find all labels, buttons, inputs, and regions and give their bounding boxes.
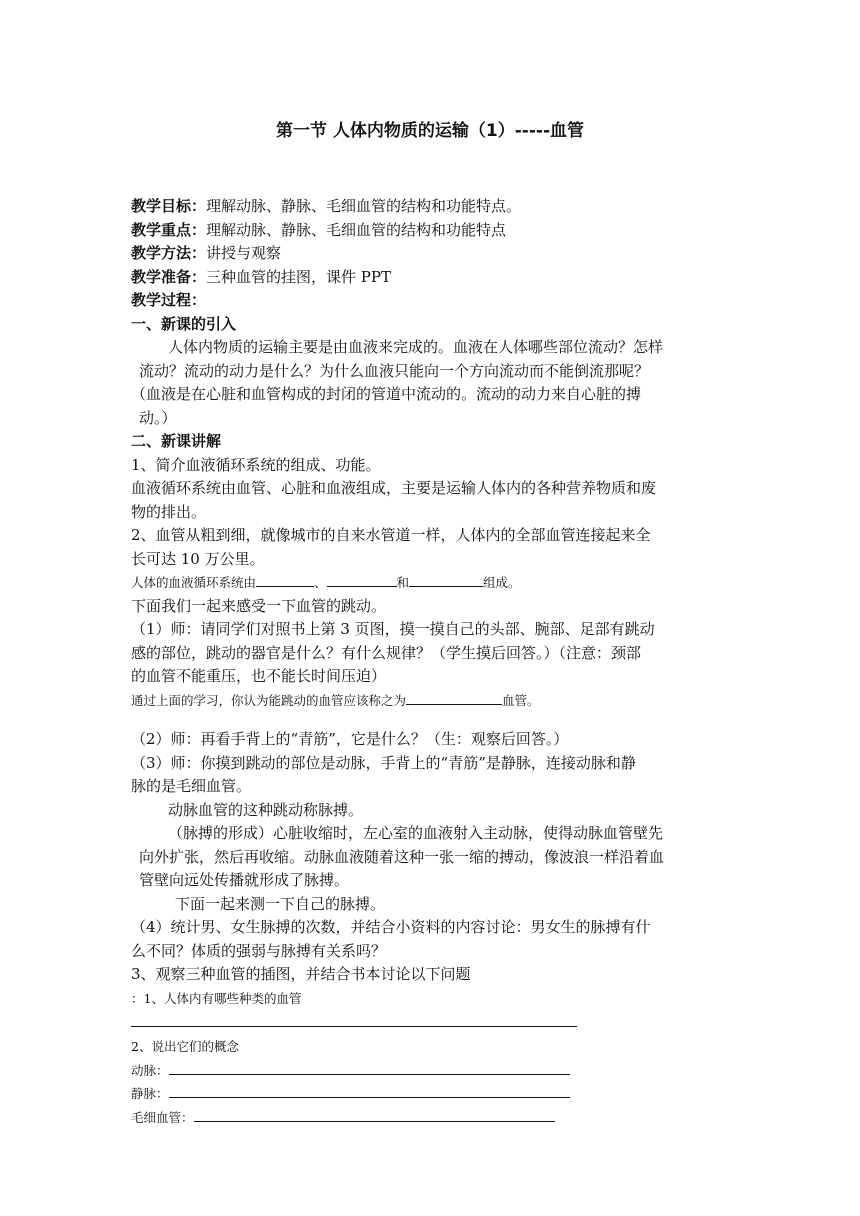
paragraph-line: 物的排出。: [131, 502, 207, 521]
fill-in-blank-2: 通过上面的学习，你认为能跳动的血管应该称之为 血管。: [131, 692, 540, 708]
paragraph-line: 么不同？体质的强弱与脉搏有关系吗？: [131, 941, 387, 960]
capillary-answer-row: 毛细血管：: [131, 1106, 731, 1130]
paragraph-line: 3、观察三种血管的插图，并结合书本讨论以下问题: [131, 965, 471, 983]
paragraph-line: 动脉血管的这种跳动称脉搏。: [168, 800, 364, 819]
paragraph-line: 下面一起来测一下自己的脉搏。: [175, 894, 386, 913]
document-body: [131, 195, 731, 1129]
paragraph-line: 1、简介血液循环系统的组成、功能。: [131, 455, 381, 474]
meta-process: 教学过程：: [131, 291, 207, 309]
paragraph-line: 人体内物质的运输主要是由血液来完成的。血液在人体哪些部位流动？怎样: [168, 338, 664, 356]
answer-blank[interactable]: [327, 573, 397, 587]
answer-line[interactable]: [169, 1061, 570, 1075]
paragraph-line: （2）师：再看手背上的“青筋”，它是什么？（生：观察后回答。）: [131, 730, 569, 748]
question-2: 2、说出它们的概念: [131, 1039, 239, 1054]
paragraph-line: （脉搏的形成）心脏收缩时，左心室的血液射入主动脉，使得动脉血管壁先: [168, 824, 664, 842]
answer-blank[interactable]: [409, 573, 483, 587]
page-title: 第一节 人体内物质的运输（1）-----血管: [275, 121, 585, 141]
answer-line[interactable]: [194, 1108, 555, 1122]
meta-method: 教学方法：讲授与观察: [131, 244, 282, 262]
paragraph-line: 2、血管从粗到细，就像城市的自来水管道一样，人体内的全部血管连接起来全: [131, 526, 651, 544]
paragraph-line: 动。）: [139, 408, 177, 427]
paragraph-line: 管壁向远处传播就形成了脉搏。: [139, 871, 350, 889]
meta-focus: 教学重点：理解动脉、静脉、毛细血管的结构和功能特点: [131, 220, 507, 239]
question-1: ：1、人体内有哪些种类的血管: [131, 990, 302, 1006]
paragraph-line: 感的部位，跳动的器官是什么？有什么规律？（学生摸后回答。）（注意：颈部: [131, 643, 642, 662]
paragraph-line: （1）师：请同学们对照书上第 3 页图，摸一摸自己的头部、腕部、足部有跳动: [131, 620, 655, 638]
section-heading-intro: 一、新课的引入: [131, 314, 237, 333]
answer-blank[interactable]: [406, 691, 502, 705]
fill-in-blank-1: 人体的血液循环系统由 、 和 组成。: [131, 575, 521, 590]
vein-answer-row: 静脉：: [131, 1082, 731, 1106]
paragraph-line: （4）统计男、女生脉搏的次数，并结合小资料的内容讨论：男女生的脉搏有什: [131, 918, 651, 936]
paragraph-line: 脉的是毛细血管。: [131, 777, 252, 795]
answer-line[interactable]: [131, 1010, 577, 1027]
meta-goal: 教学目标：理解动脉、静脉、毛细血管的结构和功能特点。: [131, 197, 522, 215]
answer-line[interactable]: [169, 1084, 570, 1098]
paragraph-line: 向外扩张，然后再收缩。动脉血液随着这种一张一缩的搏动，像波浪一样沿着血: [139, 847, 665, 866]
paragraph-line: （血液是在心脏和血管构成的封闭的管道中流动的。流动的动力来自心脏的搏: [131, 385, 642, 403]
paragraph-line: 长可达 10 万公里。: [131, 549, 265, 568]
artery-answer-row: 动脉：: [131, 1059, 731, 1083]
paragraph-line: 的血管不能重压，也不能长时间压迫）: [131, 667, 387, 685]
answer-blank[interactable]: [256, 573, 314, 587]
paragraph-line: 流动？流动的动力是什么？为什么血液只能向一个方向流动而不能倒流那呢？: [139, 361, 650, 380]
meta-prep: 教学准备：三种血管的挂图，课件 PPT: [131, 267, 391, 286]
paragraph-line: （3）师：你摸到跳动的部位是动脉，手背上的“青筋”是静脉，连接动脉和静: [131, 753, 636, 772]
section-heading-lecture: 二、新课讲解: [131, 432, 222, 450]
paragraph-line: 下面我们一起来感受一下血管的跳动。: [131, 596, 387, 615]
paragraph-line: 血液循环系统由血管、心脏和血液组成，主要是运输人体内的各种营养物质和废: [131, 479, 657, 497]
